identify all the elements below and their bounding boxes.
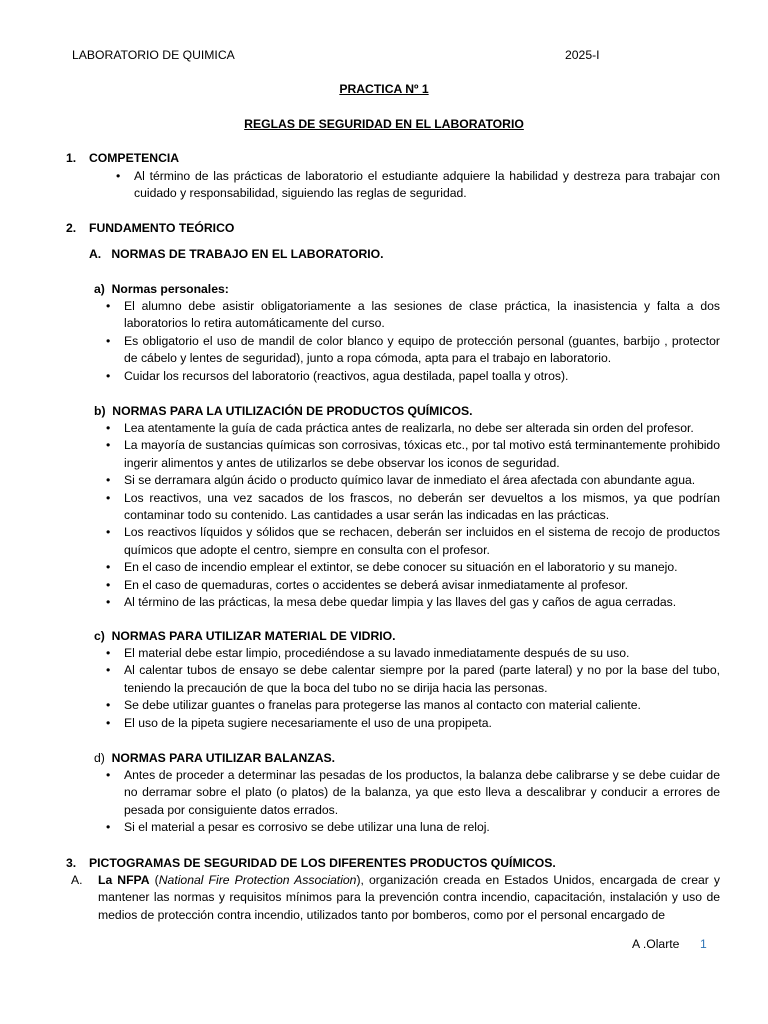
item-heading: NORMAS PARA UTILIZAR MATERIAL DE VIDRIO. xyxy=(111,629,396,643)
item-heading: Normas personales: xyxy=(111,282,229,296)
bullet-icon: • xyxy=(106,299,111,313)
nfpa-paragraph: La NFPA (National Fire Protection Association), organización creada en Estados Unidos, encargada de crear y mantener las normas y requisitos mínimos para la prevención contra incendio, capacitación, instalación y uso de medios de protección contra incendio, utilizados tanto por bomberos, como por el personal encargado de xyxy=(98,873,721,922)
bullet-icon: • xyxy=(106,646,111,660)
bullet-icon: • xyxy=(106,438,111,453)
list-item: • El uso de la pipeta sugiere necesariamente el uso de una propipeta. xyxy=(124,715,720,732)
header-term: 2025-I xyxy=(565,48,600,62)
item-label: c) xyxy=(94,629,105,643)
subsection-d-heading xyxy=(94,750,335,767)
subsection-c-heading xyxy=(94,628,396,645)
subsection-b-heading xyxy=(94,403,473,420)
list-item: • El alumno debe asistir obligatoriamente a las sesiones de clase práctica, la inasistencia y falta a dos laboratorios lo retira automáticamente del curso. xyxy=(106,299,720,331)
practice-title: PRACTICA Nº 1 xyxy=(339,82,429,96)
list-item: • El material debe estar limpio, procediéndose a su lavado inmediatamente después de su uso. xyxy=(124,645,720,662)
subsection-a-heading: A. NORMAS DE TRABAJO EN EL LABORATORIO. xyxy=(89,247,384,261)
balance-rules-list xyxy=(106,767,720,837)
item-heading: NORMAS PARA UTILIZAR BALANZAS. xyxy=(111,751,336,765)
bullet-icon: • xyxy=(106,768,111,782)
bullet-icon: • xyxy=(106,715,111,730)
list-item: • La mayoría de sustancias químicas son corrosivas, tóxicas etc., por tal motivo está terminantemente prohibido ingerir alimentos y antes de utilizarlos se debe observar los iconos de seguridad. xyxy=(106,438,720,470)
nfpa-full-name: National Fire Protection Association xyxy=(158,873,357,887)
item-label: d) xyxy=(94,751,105,765)
bullet-icon: • xyxy=(106,525,111,540)
list-item: • Si el material a pesar es corrosivo se debe utilizar una luna de reloj. xyxy=(124,819,720,836)
bullet-icon: • xyxy=(106,560,111,575)
bullet-icon: • xyxy=(106,663,111,678)
list-item: • Al calentar tubos de ensayo se debe calentar siempre por la pared (parte lateral) y no por la base del tubo, teniendo la precaución de que la boca del tubo no se dirija hacia las personas. xyxy=(106,663,720,695)
list-item: • En el caso de quemaduras, cortes o accidentes se deberá avisar inmediatamente al profesor. xyxy=(124,577,720,594)
list-item: • Se debe utilizar guantes o franelas para protegerse las manos al contacto con material caliente. xyxy=(124,697,720,714)
item-label: a) xyxy=(94,282,105,296)
list-item: • Es obligatorio el uso de mandil de color blanco y equipo de protección personal (guantes, barbijo , protector de cábelo y lentes de seguridad), junto a ropa cómoda, apta para el trabajo en laboratorio. xyxy=(106,333,720,366)
section-number: 3. xyxy=(66,856,77,870)
bullet-icon: • xyxy=(106,490,111,505)
personal-rules-list xyxy=(106,298,720,385)
bullet-icon: • xyxy=(106,698,111,713)
list-item: • Lea atentamente la guía de cada práctica antes de realizarla, no debe ser alterada sin orden del profesor. xyxy=(124,420,720,437)
section-title: PICTOGRAMAS DE SEGURIDAD DE LOS DIFERENTES PRODUCTOS QUÍMICOS. xyxy=(89,856,556,870)
item-heading: NORMAS PARA LA UTILIZACIÓN DE PRODUCTOS QUÍMICOS. xyxy=(112,404,473,418)
footer-author: A .Olarte xyxy=(632,937,680,951)
section-title: COMPETENCIA xyxy=(89,151,180,165)
list-item: • Antes de proceder a determinar las pesadas de los productos, la balanza debe calibrarse y se debe cuidar de no derramar sobre el plato (o platos) de la balanza, ya que esto lleva a descalibrar y conducir a errores de pesada por consiguiente datos errados. xyxy=(106,768,720,817)
competencia-list xyxy=(116,168,720,203)
bullet-icon: • xyxy=(106,577,111,592)
bullet-icon: • xyxy=(106,368,111,383)
bullet-icon: • xyxy=(106,421,111,435)
section-title: FUNDAMENTO TEÓRICO xyxy=(89,221,235,235)
bullet-icon: • xyxy=(106,333,111,348)
list-item: • Los reactivos, una vez sacados de los frascos, no deberán ser devueltos a los mismos, ya que podrían contaminar todo su contenido. Las cantidades a usar serán las indicadas en las prácticas. xyxy=(106,490,720,523)
list-item: • Al término de las prácticas, la mesa debe quedar limpia y las llaves del gas y caños de agua cerradas. xyxy=(124,594,720,611)
chemical-rules-list xyxy=(106,420,720,611)
list-item: • Al término de las prácticas de laboratorio el estudiante adquiere la habilidad y destreza para trabajar con cuidado y responsabilidad, siguiendo las reglas de seguridad. xyxy=(116,169,720,201)
glass-rules-list xyxy=(106,645,720,732)
list-item: • En el caso de incendio emplear el extintor, se debe conocer su situación en el laboratorio y su manejo. xyxy=(124,559,720,576)
nfpa-term: La NFPA xyxy=(98,873,150,887)
item-label: b) xyxy=(94,404,106,418)
header-course: LABORATORIO DE QUIMICA xyxy=(72,48,235,62)
bullet-icon: • xyxy=(116,169,121,183)
page-number: 1 xyxy=(700,937,707,951)
subsection-a-personal-heading xyxy=(94,281,229,298)
list-item: • Si se derramara algún ácido o producto químico lavar de inmediato el área afectada con abundante agua. xyxy=(124,472,720,489)
list-item: • Cuidar los recursos del laboratorio (reactivos, agua destilada, papel toalla y otros). xyxy=(124,368,720,385)
practice-subtitle: REGLAS DE SEGURIDAD EN EL LABORATORIO xyxy=(244,117,524,131)
section-number: 2. xyxy=(66,221,77,235)
bullet-icon: • xyxy=(106,595,111,610)
bullet-icon: • xyxy=(106,473,111,488)
bullet-icon: • xyxy=(106,820,111,835)
section-number: 1. xyxy=(66,151,77,165)
section-3-item-label: A. xyxy=(71,873,83,887)
list-item: • Los reactivos líquidos y sólidos que se rechacen, deberán ser incluidos en el sistema de recojo de productos químicos que adopte el centro, siempre en consulta con el profesor. xyxy=(106,525,720,557)
